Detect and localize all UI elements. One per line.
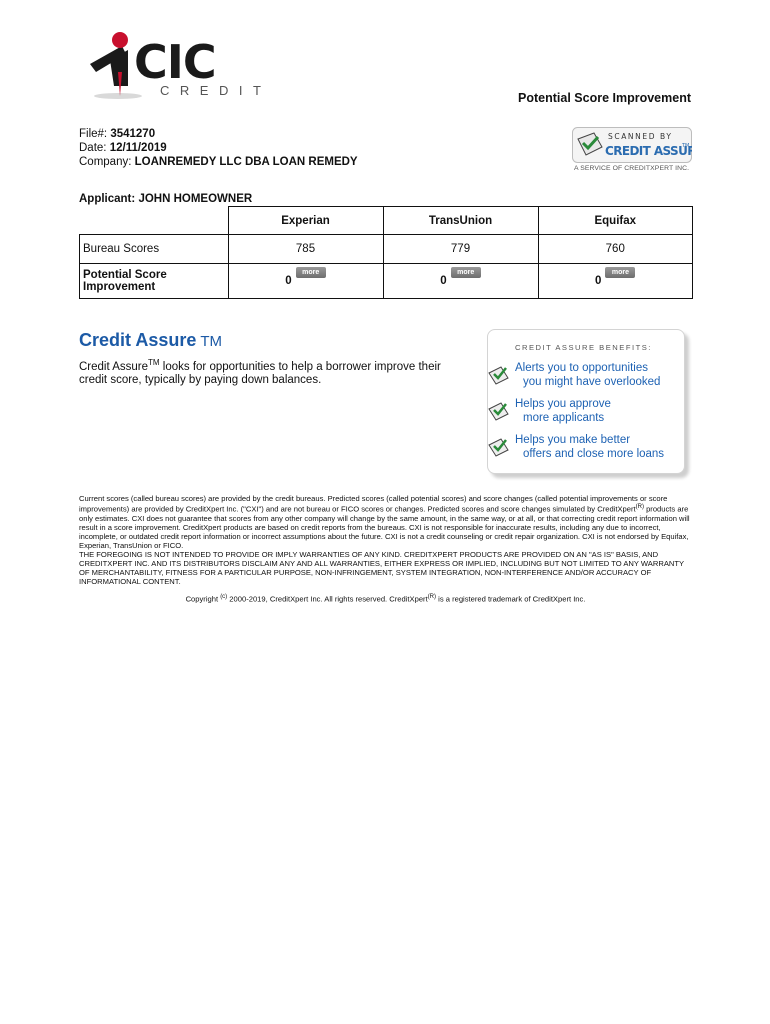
- report-date: [79, 141, 167, 155]
- cic-credit-logo: [88, 26, 278, 102]
- benefits-heading: CREDIT ASSURE BENEFITS:: [515, 343, 652, 352]
- benefit-2-line2: more applicants: [523, 412, 605, 424]
- disclaimer-paragraph-2: THE FOREGOING IS NOT INTENDED TO PROVIDE OR IMPLY WARRANTIES OF ANY KIND. CREDITXPERT PRODUCTS ARE PROVIDED ON AN "AS IS" BASIS, AND CREDITXPERT INC. AND ITS DISTRIBUTORS DISCLAIM ANY AND ALL WARRANTIES, EITHER EXPRESS OR IMPLIED, INCLUDING BUT NOT LIMITED TO ANY WARRANTY OF MERCHANTABILITY, FITNESS FOR A PARTICULAR PURPOSE, NON-INFRINGEMENT, SYSTEM INTEGRATION, NON-INTERFERENCE AND/OR ACCURACY OF INFORMATIONAL CONTENT.: [79, 549, 684, 586]
- credit-assure-description: [79, 356, 459, 387]
- date-value: 12/11/2019: [109, 142, 167, 154]
- applicant: [79, 193, 252, 205]
- potential-label-line2: Improvement: [83, 281, 156, 293]
- disclaimer-paragraph-1: [79, 494, 692, 550]
- experian-more-button[interactable]: more: [296, 267, 326, 278]
- copyright-sup2: (R): [427, 594, 437, 600]
- applicant-label: Applicant:: [79, 193, 136, 205]
- benefit-1-line1: Alerts you to opportunities: [515, 362, 648, 374]
- benefit-3-line1: Helps you make better: [515, 434, 631, 446]
- credit-assure-benefits-card: [487, 329, 685, 474]
- company-value: LOANREMEDY LLC DBA LOAN REMEDY: [134, 156, 358, 168]
- credit-assure-title-text: Credit Assure: [79, 330, 197, 350]
- check-icon: [488, 433, 512, 457]
- ca-text-a: Credit Assure: [79, 360, 149, 373]
- transunion-more-button[interactable]: more: [451, 267, 481, 278]
- benefit-2-line1: Helps you approve: [515, 398, 611, 410]
- scores-table: [79, 206, 693, 299]
- equifax-score: 760: [538, 235, 693, 264]
- disclaimer-p1a: Current scores (called bureau scores) are provided by the credit bureaus. Predicted scores (called potential scores) and score changes (called potential improvements or score improvements) are provided by CreditXpert Inc. ("CXI") and are not bureau or FICO scores or changes. Predicted scores and score changes simulated by CreditXpert: [79, 494, 668, 514]
- disclaimer-p1b: products are only estimates. CXI does not guarantee that scores from any other company will change by the same amount, in the same way, or at all, or that correcting credit report information will result in a score improvement. CreditXpert products are based on credit reports from the bureaus. CXI is not responsible for inaccurate results, including any due to incorrect, incomplete, or outdated credit report information or incorrect assumptions about the future. CXI is not a credit counseling or credit repair organization. CXI is not endorsed by Equifax, Experian, TransUnion or FICO.: [79, 504, 690, 550]
- badge-brand: CREDIT ASSUR: [605, 144, 692, 158]
- experian-potential: [228, 264, 383, 299]
- benefit-1-line2: you might have overlooked: [523, 376, 661, 388]
- copyright-a: Copyright: [185, 594, 221, 604]
- company-label: Company:: [79, 156, 132, 168]
- table-row: [80, 264, 693, 299]
- svg-text:CIC: CIC: [134, 35, 216, 89]
- file-value: 3541270: [110, 128, 156, 140]
- ca-text-b: looks for opportunities to help a borrower improve their credit score, typically by paying down balances.: [79, 360, 441, 386]
- badge-tm: TM: [682, 143, 690, 149]
- header-equifax: Equifax: [538, 207, 693, 235]
- potential-label-line1: Potential Score: [83, 269, 167, 281]
- check-icon: [488, 361, 512, 385]
- applicant-name: JOHN HOMEOWNER: [138, 193, 253, 205]
- table-header-row: [80, 207, 693, 235]
- experian-potential-value: 0: [285, 275, 292, 287]
- report-title: Potential Score Improvement: [518, 91, 691, 105]
- table-row: [80, 235, 693, 264]
- transunion-potential: [383, 264, 538, 299]
- bureau-scores-label: Bureau Scores: [80, 235, 229, 264]
- badge-service-text: A SERVICE OF CREDITXPERT INC.: [574, 165, 690, 172]
- copyright-sup1: (c): [220, 594, 228, 600]
- header-experian: Experian: [228, 207, 383, 235]
- potential-improvement-label: [80, 264, 229, 299]
- table-corner: [80, 207, 229, 235]
- credit-assure-title: [79, 330, 222, 351]
- benefit-3-line2: offers and close more loans: [523, 448, 665, 460]
- scanned-by-credit-assure-badge: [572, 127, 692, 175]
- transunion-score: 779: [383, 235, 538, 264]
- copyright-b: 2000-2019, CreditXpert Inc. All rights reserved. CreditXpert: [227, 594, 428, 604]
- date-label: Date:: [79, 142, 107, 154]
- logo-subtext: CREDIT: [160, 83, 272, 98]
- check-icon: [488, 397, 512, 421]
- header-transunion: TransUnion: [383, 207, 538, 235]
- copyright-c: is a registered trademark of CreditXpert Inc.: [436, 594, 586, 604]
- equifax-potential-value: 0: [595, 275, 602, 287]
- equifax-potential: [538, 264, 693, 299]
- transunion-potential-value: 0: [440, 275, 447, 287]
- company: [79, 155, 358, 169]
- credit-assure-tm: TM: [200, 333, 223, 350]
- ca-text-sup: TM: [148, 358, 160, 367]
- file-number: [79, 127, 155, 141]
- scanned-by-text: SCANNED BY: [608, 132, 673, 141]
- experian-score: 785: [228, 235, 383, 264]
- equifax-more-button[interactable]: more: [605, 267, 635, 278]
- copyright: [79, 594, 692, 604]
- disclaimer: [79, 494, 692, 586]
- disclaimer-p1-sup: (R): [635, 504, 644, 510]
- file-label: File#:: [79, 128, 108, 140]
